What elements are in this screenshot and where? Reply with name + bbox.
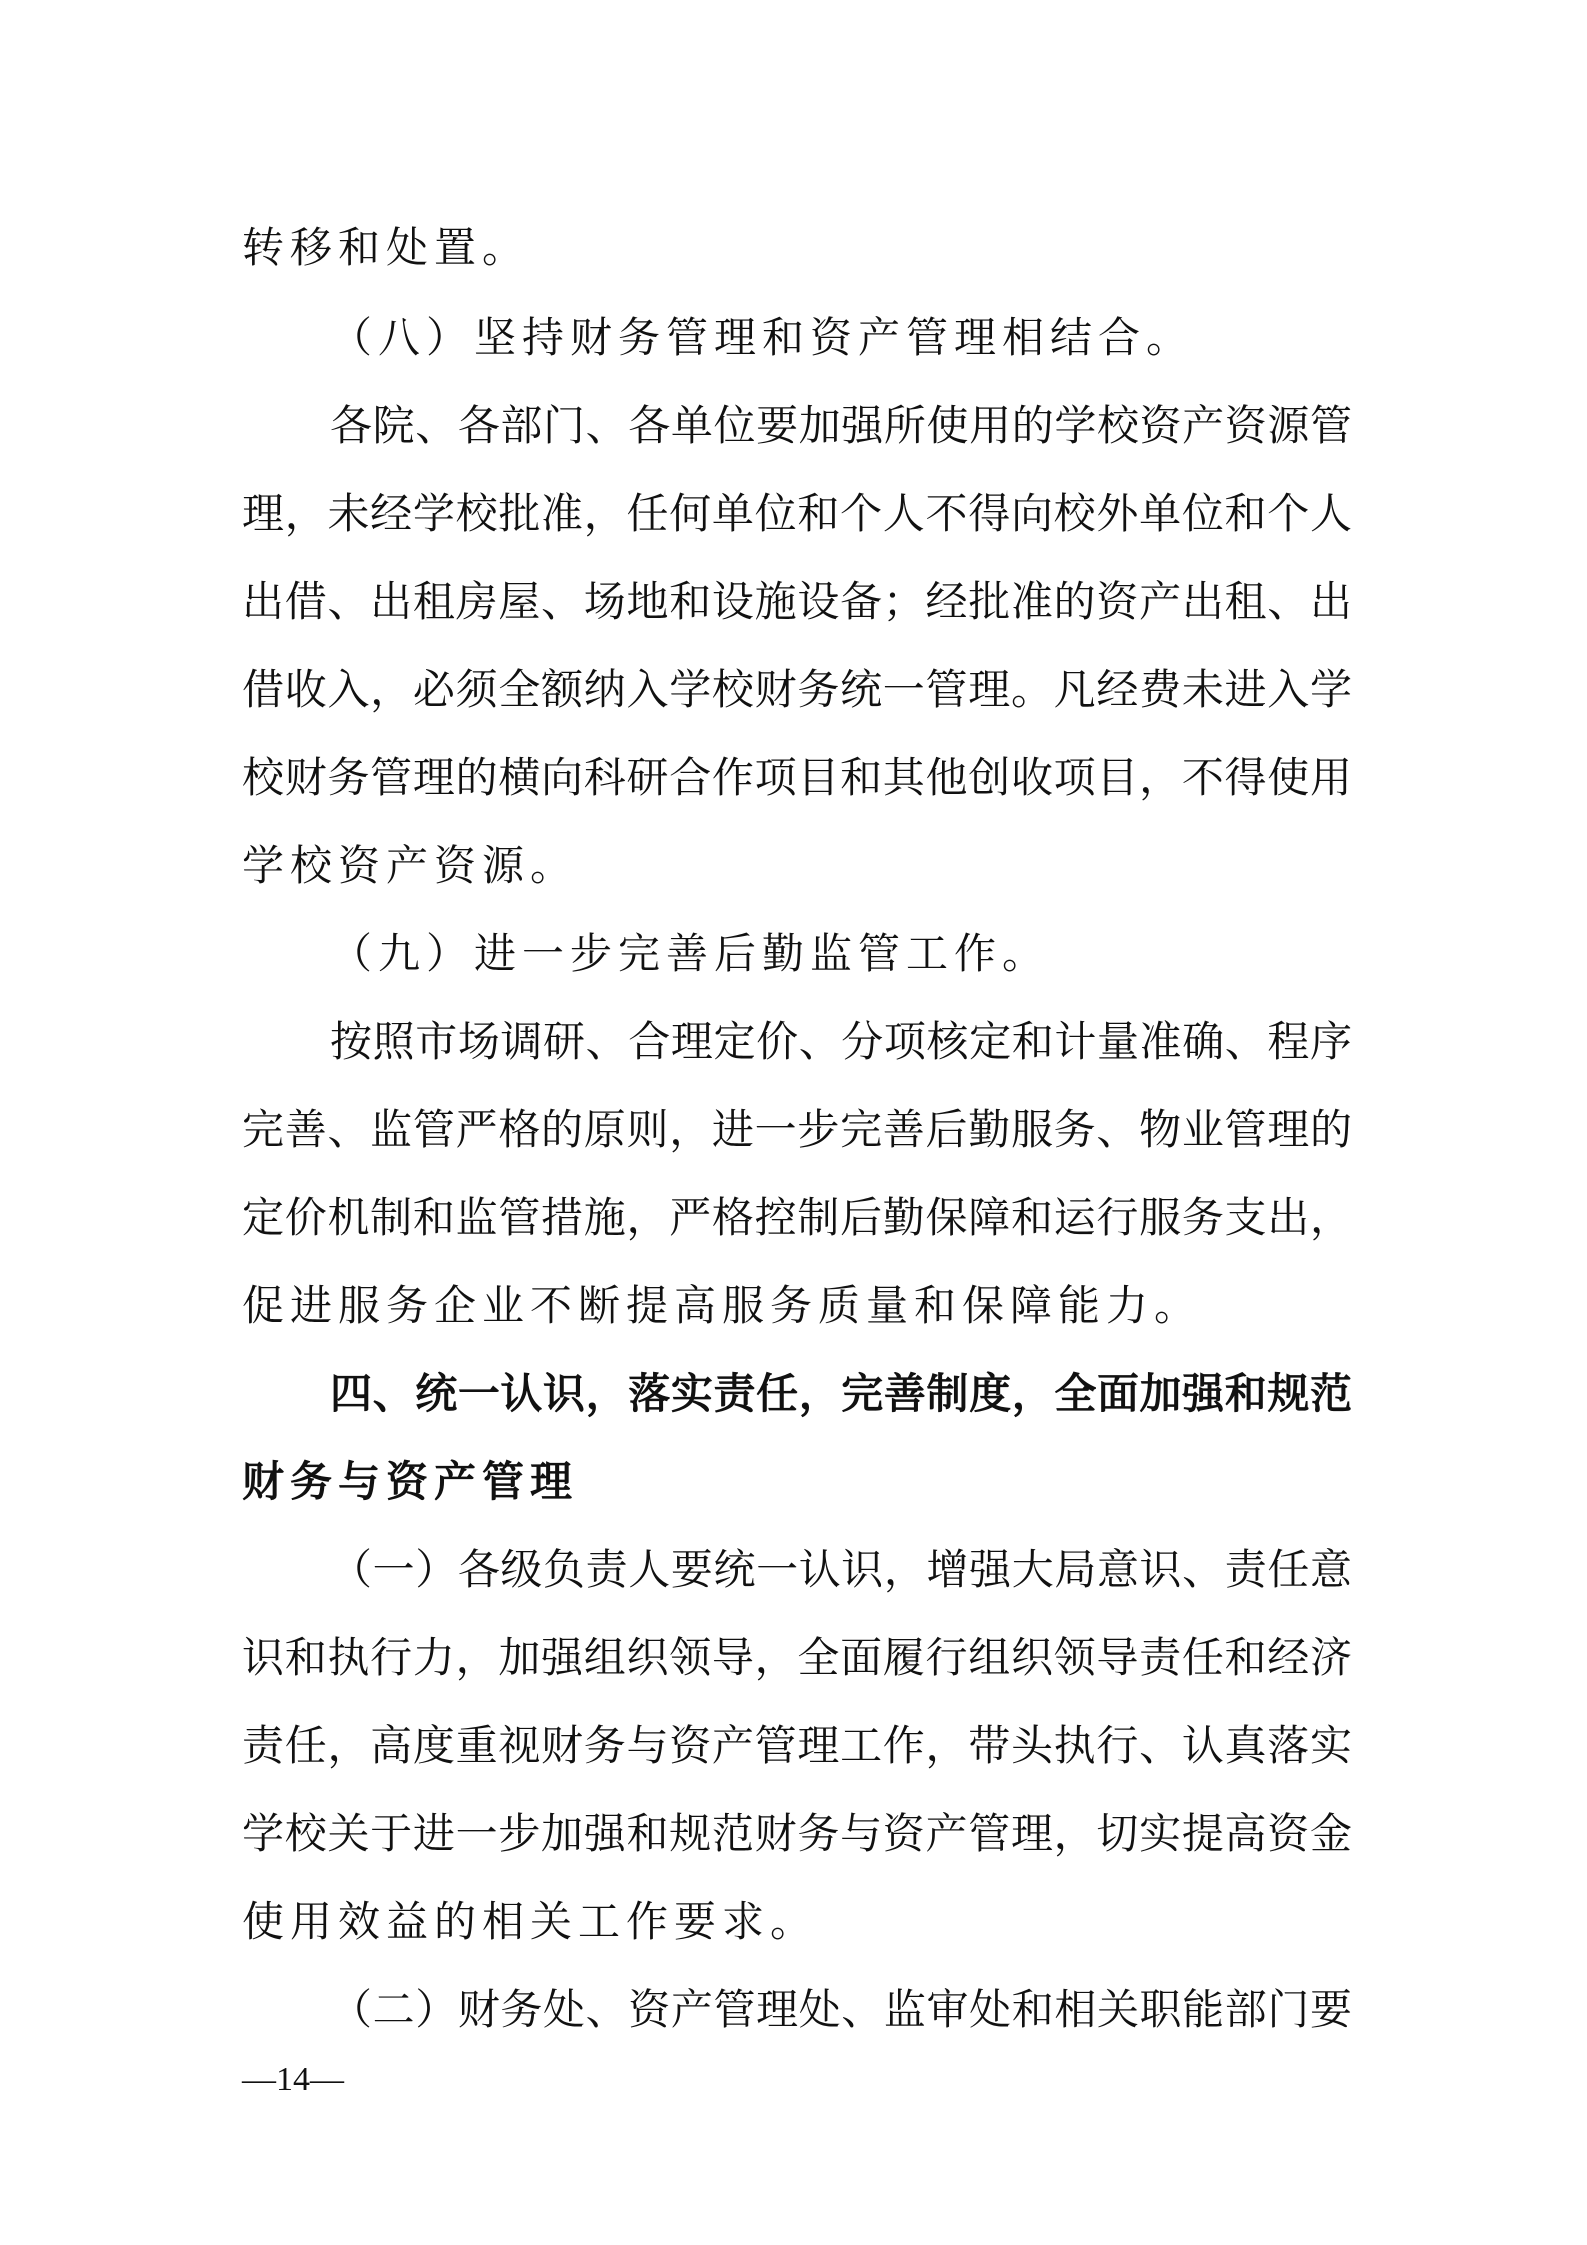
paragraph-line: （二）财务处、资产管理处、监审处和相关职能部门要 xyxy=(330,1985,1352,2034)
paragraph-line: 定价机制和监管措施，严格控制后勤保障和运行服务支出， xyxy=(242,1193,1352,1242)
paragraph-line: 按照市场调研、合理定价、分项核定和计量准确、程序 xyxy=(330,1017,1352,1066)
paragraph-line: 各院、各部门、各单位要加强所使用的学校资产资源管 xyxy=(330,401,1352,450)
paragraph-line: 使用效益的相关工作要求。 xyxy=(242,1897,819,1946)
chapter-heading-4: 四、统一认识，落实责任，完善制度，全面加强和规范 xyxy=(330,1369,1352,1418)
paragraph-line: 转移和处置。 xyxy=(242,223,531,272)
chapter-heading-4-cont: 财务与资产管理 xyxy=(242,1457,579,1506)
paragraph-line: 借收入，必须全额纳入学校财务统一管理。凡经费未进入学 xyxy=(242,665,1352,714)
section-heading-9: （九）进一步完善后勤监管工作。 xyxy=(330,929,1051,978)
paragraph-line: 理，未经学校批准，任何单位和个人不得向校外单位和个人 xyxy=(242,489,1352,538)
paragraph-line: 责任，高度重视财务与资产管理工作，带头执行、认真落实 xyxy=(242,1721,1352,1770)
paragraph-line: 校财务管理的横向科研合作项目和其他创收项目，不得使用 xyxy=(242,753,1352,802)
paragraph-line: 学校资产资源。 xyxy=(242,841,579,890)
paragraph-line: 学校关于进一步加强和规范财务与资产管理，切实提高资金 xyxy=(242,1809,1352,1858)
paragraph-line: 促进服务企业不断提高服务质量和保障能力。 xyxy=(242,1281,1203,1330)
paragraph-line: （一）各级负责人要统一认识，增强大局意识、责任意 xyxy=(330,1545,1352,1594)
paragraph-line: 识和执行力，加强组织领导，全面履行组织领导责任和经济 xyxy=(242,1633,1352,1682)
paragraph-line: 完善、监管严格的原则，进一步完善后勤服务、物业管理的 xyxy=(242,1105,1352,1154)
page-number: —14— xyxy=(242,2061,344,2098)
paragraph-line: 出借、出租房屋、场地和设施设备；经批准的资产出租、出 xyxy=(242,577,1352,626)
section-heading-8: （八）坚持财务管理和资产管理相结合。 xyxy=(330,313,1195,362)
